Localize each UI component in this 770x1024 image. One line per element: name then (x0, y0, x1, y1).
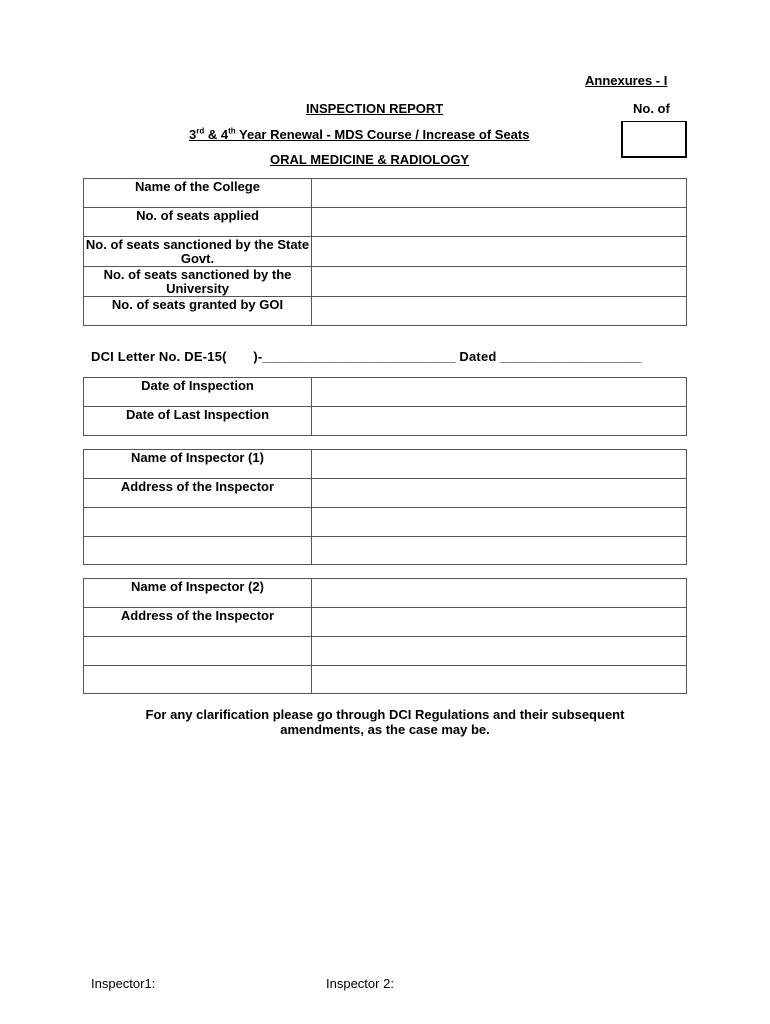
inspector-2-signature-label: Inspector 2: (326, 976, 394, 991)
table-label: Address of the Inspector (84, 479, 312, 508)
table-label: Name of Inspector (1) (84, 450, 312, 479)
table-row (84, 297, 687, 326)
table-row (84, 579, 687, 608)
table-label (84, 666, 312, 694)
inspector-1-name-field[interactable] (312, 450, 687, 479)
table-label (84, 637, 312, 666)
report-title: INSPECTION REPORT (306, 101, 444, 116)
table-row (84, 479, 687, 508)
seats-goi-field[interactable] (312, 297, 687, 326)
table-label: Name of Inspector (2) (84, 579, 312, 608)
inspector-2-address-field[interactable] (312, 666, 687, 694)
table-label: No. of seats sanctioned by the State Govt. (84, 237, 312, 267)
annexure-label: Annexures - I (585, 73, 668, 88)
table-row (84, 637, 687, 666)
inspection-dates-table (83, 377, 687, 436)
note-line: amendments, as the case may be. (280, 722, 490, 737)
inspector-2-address-field[interactable] (312, 637, 687, 666)
dci-letter-line[interactable]: DCI Letter No. DE-15( )-__________________________ Dated ___________________ (91, 349, 642, 364)
table-row (84, 267, 687, 297)
table-row (84, 179, 687, 208)
number-of-label: No. of (633, 101, 670, 116)
table-label: Date of Inspection (84, 378, 312, 407)
college-name-field[interactable] (312, 179, 687, 208)
college-info-table (83, 178, 687, 326)
seats-state-field[interactable] (312, 237, 687, 267)
inspector-2-table (83, 578, 687, 694)
table-row (84, 666, 687, 694)
number-box[interactable] (621, 121, 687, 158)
seats-applied-field[interactable] (312, 208, 687, 237)
clarification-note (83, 707, 687, 737)
table-label (84, 508, 312, 537)
table-row (84, 450, 687, 479)
table-row (84, 608, 687, 637)
course-title: 3rd & 4th Year Renewal - MDS Course / Increase of Seats (189, 126, 530, 142)
inspector-1-address-field[interactable] (312, 479, 687, 508)
inspector-1-address-field[interactable] (312, 537, 687, 565)
seats-university-field[interactable] (312, 267, 687, 297)
inspection-date-field[interactable] (312, 378, 687, 407)
inspector-2-name-field[interactable] (312, 579, 687, 608)
inspector-1-address-field[interactable] (312, 508, 687, 537)
table-row (84, 208, 687, 237)
inspector-1-signature-label: Inspector1: (91, 976, 156, 991)
table-row (84, 378, 687, 407)
table-label: No. of seats applied (84, 208, 312, 237)
table-label: Address of the Inspector (84, 608, 312, 637)
table-row (84, 537, 687, 565)
table-label: No. of seats granted by GOI (84, 297, 312, 326)
inspector-2-address-field[interactable] (312, 608, 687, 637)
table-row (84, 237, 687, 267)
table-label (84, 537, 312, 565)
table-label: No. of seats sanctioned by the University (84, 267, 312, 297)
table-label: Name of the College (84, 179, 312, 208)
table-row (84, 508, 687, 537)
table-row (84, 407, 687, 436)
department-title: ORAL MEDICINE & RADIOLOGY (270, 152, 470, 167)
inspector-1-table (83, 449, 687, 565)
last-inspection-date-field[interactable] (312, 407, 687, 436)
table-label: Date of Last Inspection (84, 407, 312, 436)
note-line: For any clarification please go through DCI Regulations and their subsequent (145, 707, 625, 722)
